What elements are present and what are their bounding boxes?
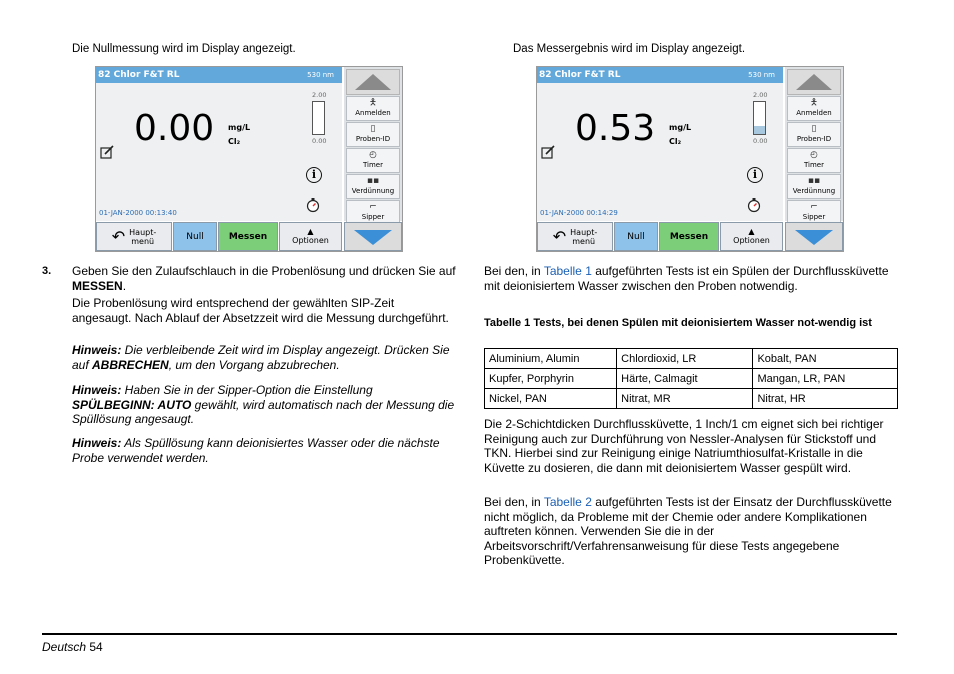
scale-top: 2.00 [753, 91, 768, 99]
table-cell: Nitrat, MR [617, 389, 753, 409]
arrow-up-icon [788, 70, 840, 94]
table-cell: Nitrat, HR [753, 389, 898, 409]
side-item-anmelden[interactable]: 🯅 Anmelden [787, 96, 841, 121]
table-cell: Kobalt, PAN [753, 349, 898, 369]
datetime: 01-JAN-2000 00:13:40 [99, 209, 177, 217]
sipper-icon: ⌐ [369, 202, 377, 212]
table-row [485, 389, 898, 409]
scroll-up-button[interactable] [346, 69, 400, 95]
side-toolbar [344, 67, 402, 221]
main-menu-label-2: menü [572, 236, 596, 246]
footer-rule [42, 633, 897, 635]
table-row [485, 369, 898, 389]
scroll-down-button[interactable] [344, 222, 402, 251]
vial-icon: ▯ [370, 124, 376, 134]
stopwatch-icon[interactable] [747, 197, 761, 213]
table-cell: Nickel, PAN [485, 389, 617, 409]
level-vial [753, 101, 766, 135]
options-arrow-icon: ▲ [307, 227, 314, 236]
rinse-tests-table [484, 348, 898, 409]
footer-language: Deutsch [42, 640, 87, 654]
stopwatch-icon[interactable] [306, 197, 320, 213]
main-menu-label-2: menü [131, 236, 155, 246]
unit-label [669, 121, 691, 149]
bottom-bar [96, 222, 402, 251]
options-button[interactable] [720, 222, 783, 251]
table-1-link[interactable]: Tabelle 1 [543, 264, 592, 278]
sipper-icon: ⌐ [810, 202, 818, 212]
scale-bottom: 0.00 [312, 137, 327, 145]
vial-icon: ▯ [811, 124, 817, 134]
side-item-verduennung[interactable]: ▪▪ Verdünnung [787, 174, 841, 199]
back-arrow-icon: ↶ [552, 227, 567, 246]
table-row [485, 349, 898, 369]
measurement-value: 0.00 [134, 108, 215, 149]
bottom-bar [537, 222, 843, 251]
options-button[interactable] [279, 222, 342, 251]
wavelength: 530 nm [307, 71, 334, 79]
options-label: Optionen [733, 236, 770, 245]
device-screen-result [536, 66, 844, 252]
person-icon: 🯅 [369, 98, 377, 108]
side-item-anmelden[interactable]: 🯅 Anmelden [346, 96, 400, 121]
side-toolbar [785, 67, 843, 221]
left-caption: Die Nullmessung wird im Display angezeigt. [72, 43, 296, 55]
level-vial [312, 101, 325, 135]
stopwatch-icon: ◴ [810, 150, 818, 160]
main-menu-label-1: Haupt- [129, 227, 157, 237]
scale-bottom: 0.00 [753, 137, 768, 145]
table-2-link[interactable]: Tabelle 2 [543, 495, 592, 509]
measure-button[interactable]: Messen [659, 222, 719, 251]
table-title: Tabelle 1 Tests, bei denen Spülen mit deionisiertem Wasser not-wendig ist [484, 317, 872, 329]
species: Cl₂ [669, 137, 682, 146]
measurement-value: 0.53 [575, 108, 656, 149]
note-2: Hinweis: Haben Sie in der Sipper-Option die Einstellung SPÜLBEGINN: AUTO gewählt, wird automatisch nach der Messung die Spüllösung angesaugt. [72, 383, 455, 427]
edit-icon[interactable] [541, 145, 555, 159]
device-header [96, 67, 342, 83]
step-text: Geben Sie den Zulaufschlauch in die Probenlösung und drücken Sie auf MESSEN. [72, 264, 456, 293]
options-arrow-icon: ▲ [748, 227, 755, 236]
info-icon[interactable]: i [306, 167, 322, 183]
table-cell: Chlordioxid, LR [617, 349, 753, 369]
main-menu-button[interactable] [96, 222, 172, 251]
wavelength: 530 nm [748, 71, 775, 79]
side-item-timer[interactable]: ◴ Timer [787, 148, 841, 173]
arrow-down-icon [348, 226, 398, 248]
side-item-sipper[interactable]: ⌐ Sipper [787, 200, 841, 225]
person-icon: 🯅 [810, 98, 818, 108]
device-screen-zero [95, 66, 403, 252]
main-menu-label-1: Haupt- [570, 227, 598, 237]
measure-button[interactable]: Messen [218, 222, 278, 251]
device-header [537, 67, 783, 83]
table-cell: Mangan, LR, PAN [753, 369, 898, 389]
side-item-proben-id[interactable]: ▯ Proben-ID [346, 122, 400, 147]
right-caption: Das Messergebnis wird im Display angezeigt. [513, 43, 746, 55]
scale-top: 2.00 [312, 91, 327, 99]
arrow-up-icon [347, 70, 399, 94]
table-cell: Härte, Calmagit [617, 369, 753, 389]
dilution-icon: ▪▪ [807, 176, 821, 186]
para-table2: Bei den, in Tabelle 2 aufgeführten Tests ist der Einsatz der Durchflussküvette nicht möglich, da Probleme mit der Chemie oder andere Komplikationen auftreten können. Verwenden Sie die in der Arbeitsvorschrift/Verfahrensanweisung für diese Tests angegebene Probenküvette. [484, 495, 892, 568]
side-item-sipper[interactable]: ⌐ Sipper [346, 200, 400, 225]
note-3: Hinweis: Als Spüllösung kann deionisiertes Wasser oder die nächste Probe verwendet werden. [72, 436, 440, 465]
para-nessler: Die 2-Schichtdicken Durchflussküvette, 1 Inch/1 cm eignet sich bei richtiger Reinigung auch zur Durchführung von Nessler-Analysen für Stickstoff und TKN. Hierbei sind zur Reinigung einige Natriumthiosulfat-Kristalle in die Küvette zu dosieren, die dann mit deionisiertem Wasser gespült wird. [484, 417, 884, 475]
page-number: 54 [89, 640, 103, 654]
side-item-verduennung[interactable]: ▪▪ Verdünnung [346, 174, 400, 199]
para-sip: Die Probenlösung wird entsprechend der gewählten SIP-Zeit angesaugt. Nach Ablauf der Absetzzeit wird die Messung durchgeführt. [72, 296, 449, 325]
side-item-timer[interactable]: ◴ Timer [346, 148, 400, 173]
info-icon[interactable]: i [747, 167, 763, 183]
para-rinse: Bei den, in Tabelle 1 aufgeführten Tests ist ein Spülen der Durchflussküvette mit deionisiertem Wasser zwischen den Proben notwendig. [484, 264, 889, 293]
dilution-icon: ▪▪ [366, 176, 380, 186]
edit-icon[interactable] [100, 145, 114, 159]
main-menu-button[interactable] [537, 222, 613, 251]
unit: mg/L [228, 123, 251, 132]
note-1: Hinweis: Die verbleibende Zeit wird im Display angezeigt. Drücken Sie auf ABBRECHEN, um den Vorgang abzubrechen. [72, 343, 450, 372]
arrow-down-icon [789, 226, 839, 248]
test-title: 82 Chlor F&T RL [539, 70, 621, 80]
back-arrow-icon: ↶ [111, 227, 126, 246]
null-button[interactable]: Null [173, 222, 217, 251]
table-cell: Aluminium, Alumin [485, 349, 617, 369]
stopwatch-icon: ◴ [369, 150, 377, 160]
null-button[interactable]: Null [614, 222, 658, 251]
unit: mg/L [669, 123, 692, 132]
side-item-proben-id[interactable]: ▯ Proben-ID [787, 122, 841, 147]
result-area [537, 83, 783, 221]
result-area [96, 83, 342, 221]
scroll-up-button[interactable] [787, 69, 841, 95]
step-number: 3. [42, 265, 52, 277]
scroll-down-button[interactable] [785, 222, 843, 251]
datetime: 01-JAN-2000 00:14:29 [540, 209, 618, 217]
unit-label [228, 121, 250, 149]
level-fill [754, 126, 765, 134]
options-label: Optionen [292, 236, 329, 245]
footer [42, 640, 103, 655]
species: Cl₂ [228, 137, 241, 146]
table-cell: Kupfer, Porphyrin [485, 369, 617, 389]
test-title: 82 Chlor F&T RL [98, 70, 180, 80]
